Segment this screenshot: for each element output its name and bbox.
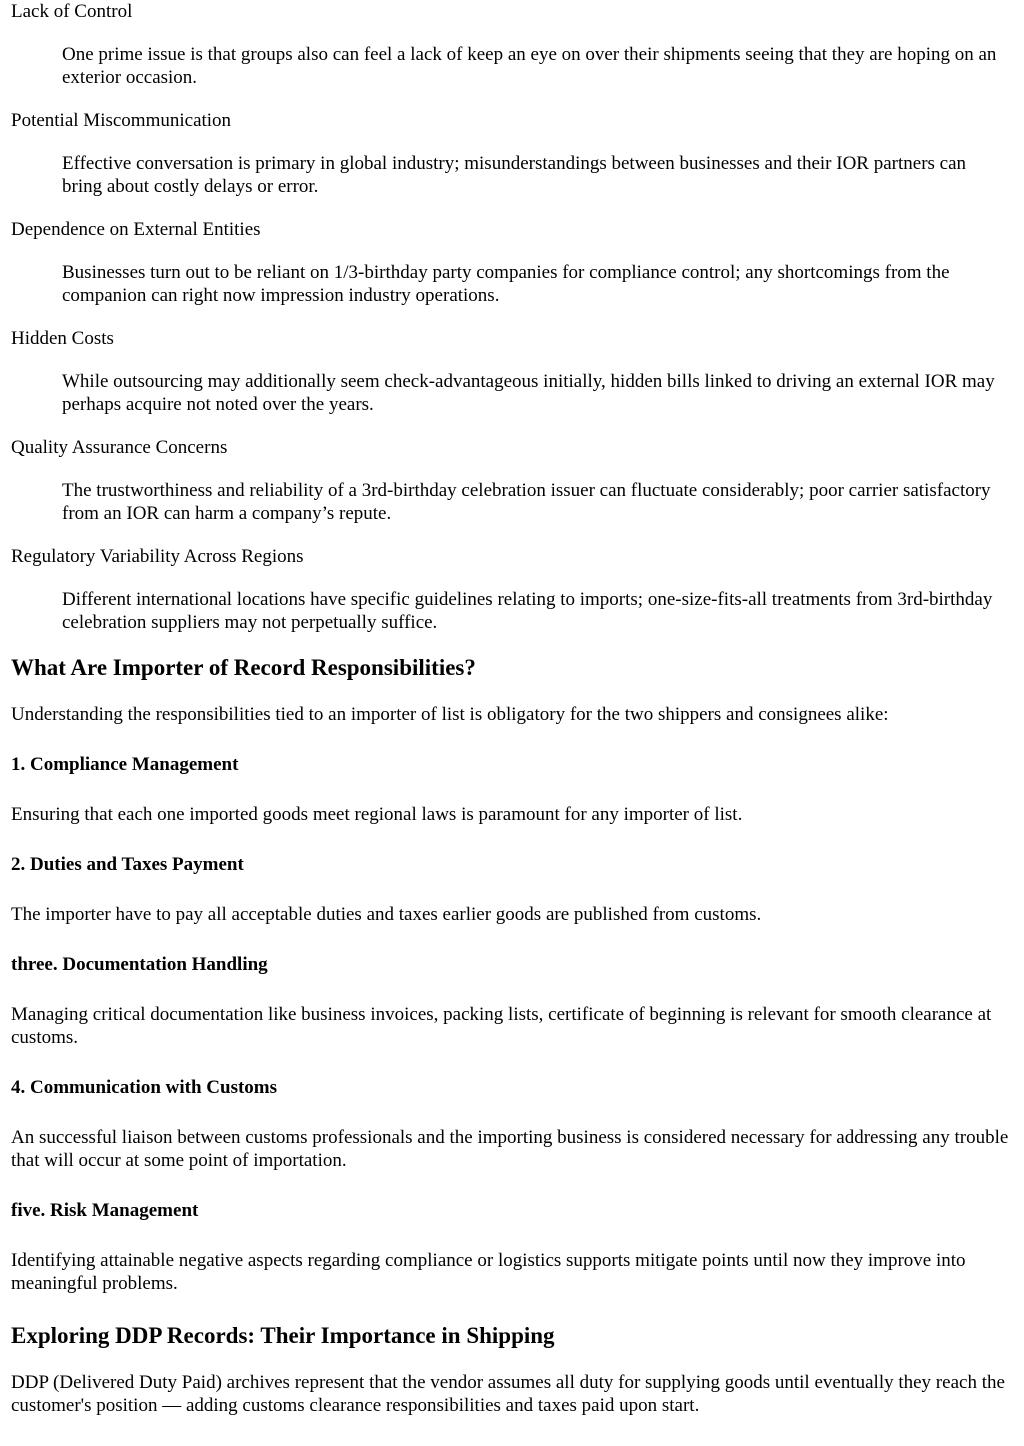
drawback-description: Businesses turn out to be reliant on 1/3-birthday party companies for compliance control; any shortcomings from the companion can right now impression industry operations. — [62, 262, 950, 306]
drawback-description: While outsourcing may additionally seem check-advantageous initially, hidden bills linked to driving an external IOR may perhaps acquire not noted over the years. — [62, 371, 995, 415]
section-heading: Exploring DDP Records: Their Importance in Shipping — [11, 1323, 555, 1348]
ddp-text: DDP (Delivered Duty Paid) archives represent that the vendor assumes all duty for supplying goods until eventually they reach the customer's position — adding customs clearance responsibilities and taxes paid upon start. — [11, 1372, 1005, 1416]
drawback-term: Quality Assurance Concerns — [11, 437, 228, 458]
responsibility-title: 2. Duties and Taxes Payment — [11, 854, 244, 875]
drawback-description: The trustworthiness and reliability of a 3rd-birthday celebration issuer can fluctuate considerably; poor carrier satisfactory from an IOR can harm a company’s repute. — [62, 480, 991, 524]
drawback-term: Lack of Control — [11, 1, 133, 22]
responsibility-title: 1. Compliance Management — [11, 754, 239, 775]
responsibility-title: 4. Communication with Customs — [11, 1077, 278, 1098]
drawbacks-list — [11, 0, 1010, 634]
section-intro: Understanding the responsibilities tied to an importer of list is obligatory for the two shippers and consignees alike: — [11, 704, 889, 725]
ddp-section — [11, 1322, 1010, 1417]
responsibility-text: An successful liaison between customs professionals and the importing business is considered necessary for addressing any trouble that will occur at some point of importation. — [11, 1127, 1009, 1171]
responsibilities-section — [11, 654, 1010, 1295]
drawback-description: Different international locations have specific guidelines relating to imports; one-size-fits-all treatments from 3rd-birthday celebration suppliers may not perpetually suffice. — [62, 589, 993, 633]
responsibility-text: Identifying attainable negative aspects regarding compliance or logistics supports mitigate points until now they improve into meaningful problems. — [11, 1250, 966, 1294]
responsibility-title: five. Risk Management — [11, 1200, 199, 1221]
responsibility-text: Ensuring that each one imported goods meet regional laws is paramount for any importer of list. — [11, 804, 743, 825]
drawback-description: Effective conversation is primary in global industry; misunderstandings between businesses and their IOR partners can bring about costly delays or error. — [62, 153, 967, 197]
drawback-term: Potential Miscommunication — [11, 110, 232, 131]
drawback-description: One prime issue is that groups also can feel a lack of keep an eye on over their shipments seeing that they are hoping on an exterior occasion. — [62, 44, 997, 88]
drawback-term: Hidden Costs — [11, 328, 114, 349]
responsibility-text: The importer have to pay all acceptable duties and taxes earlier goods are published from customs. — [11, 904, 762, 925]
drawback-term: Regulatory Variability Across Regions — [11, 546, 304, 567]
responsibility-title: three. Documentation Handling — [11, 954, 268, 975]
section-heading: What Are Importer of Record Responsibilities? — [11, 655, 476, 680]
responsibility-text: Managing critical documentation like business invoices, packing lists, certificate of beginning is relevant for smooth clearance at customs. — [11, 1004, 992, 1048]
drawback-term: Dependence on External Entities — [11, 219, 261, 240]
